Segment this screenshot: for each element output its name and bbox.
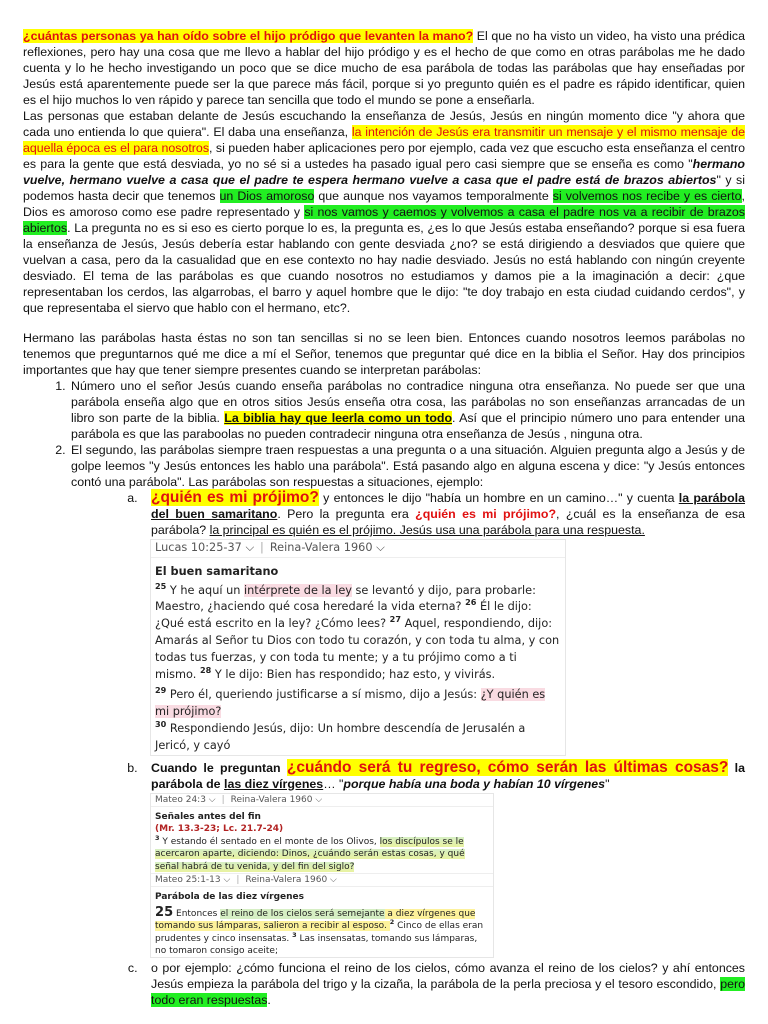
example-c-text-1: o por ejemplo: ¿cómo funciona el reino de los cielos, cómo avanza el reino de los cielos? y ahí entonces Jesús empieza la parábola del trigo y la cizaña, la parábola de la perla preciosa y el tesoro escondido, (151, 961, 745, 992)
p2-text-5: , Dios es amoroso como ese padre representado y (23, 189, 745, 219)
verse-highlight: ¿Y quién es mi prójimo? (155, 688, 546, 719)
verse-text: Él le dijo: ¿Qué está escrito en la ley? ¿Cómo lees? (155, 600, 532, 631)
bible-passage-header: Mateo 24:3 ⌵ | Reina-Valera 1960 ⌵ (151, 794, 493, 807)
p2-text-3: " y si podemos hasta decir que tenemos (23, 173, 745, 203)
principle-1-text-2: . Así que el principio número uno para entender una parábola es que las paraboolas no pueden contradecir ninguna otra enseñanza de Jesús , ninguna otra. (71, 411, 745, 441)
verse-text: Aquel, respondiendo, dijo: Amarás al Señor tu Dios con todo tu corazón, y con toda tu alma, y con todas tus fuerzas, y con toda tu mente; y a tu prójimo como a ti mismo. (155, 617, 560, 681)
p2-green-2: si volvemos nos recibe y es cierto (552, 189, 742, 203)
example-b (141, 760, 745, 959)
verse-text: se levantó y dijo, para probarle: Maestro, ¿haciendo qué cosa heredaré la vida eterna? (155, 583, 536, 614)
passage-heading: Parábola de las diez vírgenes (155, 892, 304, 903)
verse-number: 28 (199, 664, 212, 675)
example-c (141, 960, 745, 1008)
example-b-question: ¿cuándo será tu regreso, cómo serán las últimas cosas? (286, 758, 729, 776)
example-a-question-2: ¿quién es mi prójimo? (415, 507, 557, 521)
passage-reference: Mateo 25:1-13 ⌵ (155, 875, 231, 885)
bible-passage-body-2 (151, 887, 493, 957)
intro-text: El que no ha visto un video, ha visto una prédica reflexiones, pero hay una cosa que me llevo a hablar del hijo pródigo y es el hecho de que como en otras parábolas me he dado cuenta y lo he hecho investigando un poco que se dice mucho de esa parábola de todas las parábolas que hay enseñadas por Jesús está aparentemente puede ser la que parece más fácil, porque si yo pregunto quién es el padre es rápido identificar, quien es el hijo muchos lo ven rápido y parece tan sencilla que todo el mundo se pone a enseñarla. (23, 29, 745, 107)
p2-quote: hermano vuelve, hermano vuelve a casa que el padre te espera hermano vuelve a casa que el padre está de brazos abiertos (23, 157, 745, 187)
intro-paragraph (23, 28, 745, 108)
verse-text: Cinco de ellas eran prudentes y cinco insensatas. (155, 921, 484, 944)
bible-version: Reina-Valera 1960 ⌵ (269, 541, 385, 554)
example-b-text-1: Cuando le preguntan (151, 760, 287, 775)
chapter-number: 25 (155, 904, 174, 920)
passage-heading: Señales antes del fin (155, 811, 261, 822)
p2-highlight-1: la intención de Jesús era transmitir un mensaje y el mismo mensaje de aquella época es el para nosotros (23, 125, 746, 155)
example-a-question: ¿quién es mi prójimo? (151, 489, 319, 506)
principles-list (23, 378, 745, 1008)
passage-heading: El buen samaritano (155, 564, 279, 578)
example-c-highlight: pero todo eran respuestas (151, 977, 745, 1008)
verse-number: 3 (292, 930, 297, 939)
verse-number: 2 (389, 918, 395, 927)
p2-text-4: que aunque nos vayamos temporalmente (314, 189, 553, 203)
principle-2-text: El segundo, las parábolas siempre traen respuestas a una pregunta o a una situación. Alguien pregunta algo a Jesús y de golpe leemos "y Jesús entonces les hablo una parábola". Está pasando algo en alguna escena y dice: "y Jesús entonces contó una parábola". Las parábolas son respuestas a situaciones, ejemplo: (71, 443, 745, 489)
bible-passage-body (151, 558, 565, 755)
p2-green-1: un Dios amoroso (219, 189, 315, 203)
verse-text: Pero él, queriendo justificarse a sí mismo, dijo a Jesús: (166, 688, 481, 702)
verses-25-28 (155, 580, 561, 684)
paragraph-2 (23, 108, 745, 316)
document-page (23, 28, 745, 1008)
p2-text-2: , si pueden haber aplicaciones pero por ejemplo, cada vez que escucho esta enseñanza el centro es para la gente que está desviada, yo no sé si a ustedes ha pasado igual pero casi siempre que se enseña es como " (23, 141, 745, 171)
p2-text-6: . La pregunta no es si eso es cierto porque lo es, la pregunta es, ¿es lo que Jesús estaba enseñando? porque si esa fuera la enseñanza de Jesús, Jesús debería estar hablando con gente desviada ¿no? se está dirigiendo a desviados que quiere que vuelvan a casa, pero da la casualidad que en ese contexto no hay nadie desviado. Jesús no está hablando con ningún creyente desviado. El tema de las parábolas es que cuando nosotros no estudiamos y damos pie a la imaginación a decir: ¿que representaban los cerdos, las algarrobas, el barro y aquel hombre que le dijo: "te doy trabajo en esta ciudad cuidando cerdos", y que representaba el siervo que hablo con el hermano, etc?. (23, 221, 745, 315)
example-a-text-1: y entonces le dijo "había un hombre en un camino…" y cuenta (318, 491, 679, 505)
principle-2 (69, 442, 745, 1008)
intro-question-highlight: ¿cuántas personas ya han oído sobre el hijo pródigo que levanten la mano? (23, 29, 474, 43)
example-b-quote: porque había una boda y habían 10 vírgenes (343, 776, 606, 791)
verse-text: Las insensatas, tomando sus lámparas, no tomaron consigo aceite; (155, 933, 478, 957)
verses-29-30 (155, 687, 561, 754)
bible-passage-header: Lucas 10:25-37 ⌵ | Reina-Valera 1960 ⌵ (151, 540, 565, 558)
example-a-parable: la parábola del buen samaritano (151, 491, 746, 521)
bible-screenshot-matthew (150, 793, 494, 959)
verse-number: 29 (155, 685, 167, 696)
passage-reference: Lucas 10:25-37 ⌵ (155, 541, 255, 554)
bible-version: Reina-Valera 1960 ⌵ (245, 875, 337, 885)
example-a-principal: la principal es quién es el prójimo. Jesús usa una parábola para una respuesta. (209, 523, 645, 537)
example-a-text-2: . Pero la pregunta era (277, 507, 416, 521)
example-b-text-4: " (605, 776, 610, 791)
verse-text: Y estando él sentado en el monte de los Olivos, (159, 836, 380, 847)
principle-1 (69, 378, 745, 442)
example-b-parable: las diez vírgenes (224, 776, 324, 791)
p2-green-3: si nos vamos y caemos y volvemos a casa el padre nos va a recibir de brazos abiertos (23, 205, 745, 235)
example-a (141, 490, 745, 756)
verses-1-3 (155, 904, 489, 958)
principle-1-text-1: Número uno el señor Jesús cuando enseña parábolas no contradice ninguna otra enseñanza. No puede ser que una parábola enseña algo que en otros sitios Jesús enseña otra cosa, las parábolas no son enseñanzas arrancadas de un libro son parte de la biblia. (71, 379, 745, 425)
passage-reference: Mateo 24:3 ⌵ (155, 794, 216, 805)
example-b-text-2: la parábola de (151, 760, 746, 791)
bible-passage-body (151, 807, 493, 873)
example-a-text-3: , ¿cuál es la enseñanza de esa parábola? (151, 507, 745, 537)
verse-number: 26 (465, 597, 477, 608)
verse-number: 25 (155, 580, 167, 591)
verse-text: Y he aquí un (166, 583, 244, 597)
verse-highlight: los discípulos se le acercaron aparte, diciendo: Dinos, ¿cuándo serán estas cosas, y qué señal habrá de tu venida, y del fin del siglo? (155, 836, 465, 872)
example-b-text-3: … " (323, 776, 344, 791)
principle-1-highlight: La biblia hay que leerla como un todo (224, 411, 453, 425)
verse-number: 30 (155, 719, 167, 730)
paragraph-gap (23, 316, 745, 330)
verse-text: Y le dijo: Bien has respondido; haz esto, y vivirás. (211, 667, 496, 681)
verse-highlight-yellow-2: que tomando sus lámparas, salieron a recibir al esposo. (155, 908, 476, 932)
verse-3 (155, 833, 489, 873)
example-c-text-2: . (267, 993, 271, 1008)
verse-text: Respondiendo Jesús, dijo: Un hombre descendía de Jerusalén a Jericó, y cayó (155, 721, 526, 752)
verse-text: Entonces (173, 908, 221, 919)
bible-version: Reina-Valera 1960 ⌵ (230, 794, 323, 805)
examples-list (71, 490, 745, 1008)
cross-reference: (Mr. 13.3-23; Lc. 21.7-24) (155, 824, 284, 835)
p2-text-1: Las personas que estaban delante de Jesús escuchando la enseñanza de Jesús, Jesús en ningún momento dice "y ahora que cada uno entienda lo que quiera". El daba una enseñanza, (23, 109, 745, 139)
verse-number: 3 (155, 833, 160, 842)
verse-highlight-yellow: a diez vírgenes (384, 908, 456, 919)
verse-highlight-green: el reino de los cielos será semejante (220, 908, 385, 919)
verse-number: 27 (389, 614, 401, 625)
verse-highlight: intérprete de la ley (244, 583, 352, 597)
bible-screenshot-luke (150, 539, 566, 756)
paragraph-3: Hermano las parábolas hasta éstas no son tan sencillas si no se leen bien. Entonces cuando nosotros leemos parábolas no tenemos que preguntarnos qué me dice a mí el Señor, tenemos que preguntar qué dice en la biblia el Señor. Hay dos principios importantes que hay que tener siempre presentes cuando se interpretan parábolas: (23, 331, 745, 377)
bible-passage-header-2: Mateo 25:1-13 ⌵ | Reina-Valera 1960 ⌵ (151, 873, 493, 887)
